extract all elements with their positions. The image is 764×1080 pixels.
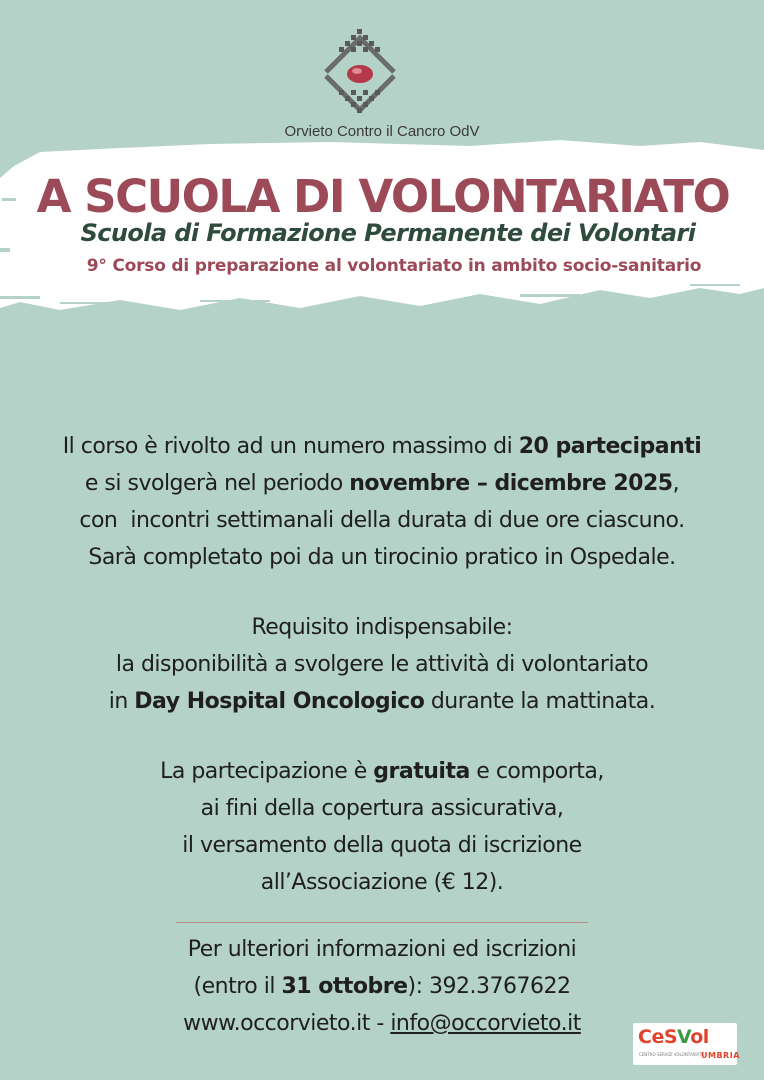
cesvol-logo-subtext: CENTRO SERVIZI VOLONTARIATO [639,1052,705,1057]
logo-red-eye [347,65,373,83]
website-link[interactable]: www.occorvieto.it [183,1011,370,1036]
text-line: ai fini della copertura assicurativa, [200,796,564,821]
text-line: con incontri settimanali della durata di due ore ciascuno. [79,508,685,533]
text-line: all’Associazione (€ 12). [260,870,504,895]
text-line: in Day Hospital Oncologico durante la mattinata. [108,689,656,714]
text-line: la disponibilità a svolgere le attività di volontariato [115,652,649,677]
email-link[interactable]: info@occorvieto.it [390,1011,581,1036]
text-line: La partecipazione è gratuita e comporta, [160,759,604,784]
cesvol-logo-text: CeSVol [638,1026,709,1048]
text-line: Per ulteriori informazioni ed iscrizioni [187,937,577,962]
text-line: e si svolgerà nel periodo novembre – dicembre 2025, [84,471,680,496]
text-line: Il corso è rivolto ad un numero massimo di 20 partecipanti [62,434,702,459]
fee-paragraph [0,753,764,901]
text-line: il versamento della quota di iscrizione [182,833,582,858]
requirement-paragraph [0,609,764,720]
text-line: (entro il 31 ottobre): 392.3767622 [193,974,571,999]
divider-line [176,922,588,923]
text-line: www.occorvieto.it - info@occorvieto.it [183,1011,581,1036]
cesvol-logo-region: UMBRIA [701,1051,740,1060]
course-description: 9° Corso di preparazione al volontariato in ambito socio-sanitario [86,256,702,276]
main-title: A SCUOLA DI VOLONTARIATO [36,170,730,223]
text-line: Sarà completato poi da un tirocinio pratico in Ospedale. [88,545,676,570]
cesvol-logo [633,1023,740,1065]
course-info-paragraph [0,428,764,576]
organization-name: Orvieto Contro il Cancro OdV [284,123,480,140]
association-logo [316,28,404,120]
text-line: Requisito indispensabile: [251,615,513,640]
subtitle: Scuola di Formazione Permanente dei Volontari [80,219,696,247]
